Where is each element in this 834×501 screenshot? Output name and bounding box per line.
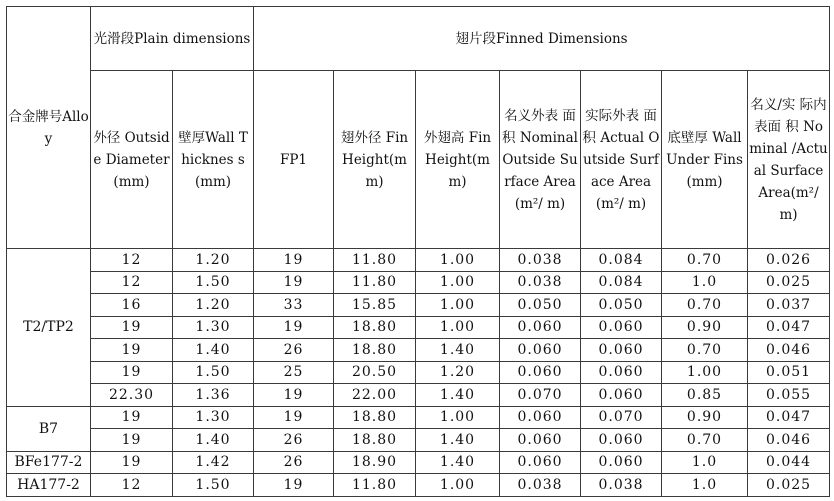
cell-wall-thickness: 1.40 <box>173 429 254 452</box>
table-row <box>7 474 830 497</box>
alloy-cell: BFe177-2 <box>7 451 91 474</box>
cell-wall-thickness: 1.20 <box>173 249 254 272</box>
cell-nominal-outside-area: 0.038 <box>500 249 581 272</box>
cell-actual-outside-area: 0.060 <box>581 384 662 407</box>
cell-inside-area: 0.055 <box>748 384 830 407</box>
cell-fin-outer-diameter: 18.90 <box>334 451 416 474</box>
cell-wall-under-fins: 0.70 <box>662 249 748 272</box>
cell-outside-diameter: 19 <box>91 451 173 474</box>
cell-wall-under-fins: 0.70 <box>662 294 748 317</box>
cell-nominal-outside-area: 0.060 <box>500 361 581 384</box>
cell-fin-outer-diameter: 18.80 <box>334 339 416 362</box>
cell-fp1: 33 <box>254 294 334 317</box>
cell-wall-thickness: 1.50 <box>173 361 254 384</box>
table-body <box>7 249 830 497</box>
cell-wall-under-fins: 1.00 <box>662 361 748 384</box>
cell-fin-outer-diameter: 18.80 <box>334 406 416 429</box>
cell-actual-outside-area: 0.038 <box>581 474 662 497</box>
tube-dimensions-table <box>6 6 830 497</box>
table-row <box>7 429 830 452</box>
cell-outside-diameter: 19 <box>91 406 173 429</box>
cell-fp1: 25 <box>254 361 334 384</box>
cell-fp1: 26 <box>254 451 334 474</box>
cell-outside-diameter: 12 <box>91 271 173 294</box>
cell-fp1: 26 <box>254 339 334 362</box>
cell-inside-area: 0.051 <box>748 361 830 384</box>
cell-fp1: 19 <box>254 316 334 339</box>
cell-fin-height: 1.40 <box>416 429 500 452</box>
cell-actual-outside-area: 0.060 <box>581 339 662 362</box>
alloy-cell: HA177-2 <box>7 474 91 497</box>
cell-outside-diameter: 12 <box>91 474 173 497</box>
cell-outside-diameter: 19 <box>91 316 173 339</box>
cell-nominal-outside-area: 0.050 <box>500 294 581 317</box>
cell-fin-height: 1.20 <box>416 361 500 384</box>
cell-inside-area: 0.044 <box>748 451 830 474</box>
table-row <box>7 249 830 272</box>
cell-fin-height: 1.40 <box>416 451 500 474</box>
cell-fp1: 19 <box>254 384 334 407</box>
header-wall-thickness: 壁厚Wall Thicknes s(mm) <box>173 71 254 249</box>
cell-actual-outside-area: 0.070 <box>581 406 662 429</box>
cell-wall-under-fins: 0.70 <box>662 429 748 452</box>
cell-actual-outside-area: 0.060 <box>581 316 662 339</box>
cell-fin-height: 1.00 <box>416 406 500 429</box>
cell-wall-under-fins: 0.85 <box>662 384 748 407</box>
alloy-cell: B7 <box>7 406 91 451</box>
cell-fp1: 19 <box>254 474 334 497</box>
cell-wall-thickness: 1.50 <box>173 271 254 294</box>
cell-wall-thickness: 1.30 <box>173 406 254 429</box>
cell-inside-area: 0.047 <box>748 406 830 429</box>
alloy-cell: T2/TP2 <box>7 249 91 407</box>
cell-outside-diameter: 19 <box>91 361 173 384</box>
cell-wall-thickness: 1.30 <box>173 316 254 339</box>
cell-fin-height: 1.00 <box>416 271 500 294</box>
cell-fin-outer-diameter: 22.00 <box>334 384 416 407</box>
cell-fin-outer-diameter: 18.80 <box>334 429 416 452</box>
cell-actual-outside-area: 0.060 <box>581 429 662 452</box>
table-row <box>7 406 830 429</box>
table-row <box>7 294 830 317</box>
cell-nominal-outside-area: 0.060 <box>500 406 581 429</box>
cell-fin-outer-diameter: 15.85 <box>334 294 416 317</box>
cell-fin-height: 1.40 <box>416 339 500 362</box>
cell-fp1: 26 <box>254 429 334 452</box>
header-finned-dimensions: 翅片段Finned Dimensions <box>254 7 830 71</box>
table-row <box>7 361 830 384</box>
cell-nominal-outside-area: 0.060 <box>500 429 581 452</box>
table-header <box>7 7 830 249</box>
header-inside-area: 名义/实 际内表面 积 Nominal /Actual Surface Area(m²/ m) <box>748 71 830 249</box>
cell-fin-outer-diameter: 11.80 <box>334 271 416 294</box>
cell-outside-diameter: 19 <box>91 429 173 452</box>
cell-fin-outer-diameter: 11.80 <box>334 474 416 497</box>
cell-inside-area: 0.046 <box>748 429 830 452</box>
cell-wall-thickness: 1.36 <box>173 384 254 407</box>
cell-fp1: 19 <box>254 406 334 429</box>
cell-inside-area: 0.037 <box>748 294 830 317</box>
cell-wall-thickness: 1.50 <box>173 474 254 497</box>
cell-actual-outside-area: 0.084 <box>581 271 662 294</box>
header-plain-dimensions: 光滑段Plain dimensions <box>91 7 254 71</box>
header-actual-outside-area: 实际外表 面积 Actual Outside Surface Area(m²/ m) <box>581 71 662 249</box>
cell-outside-diameter: 22.30 <box>91 384 173 407</box>
header-outside-diameter: 外径 Outside Diameter (mm) <box>91 71 173 249</box>
cell-fin-height: 1.00 <box>416 474 500 497</box>
cell-fin-height: 1.00 <box>416 249 500 272</box>
cell-actual-outside-area: 0.060 <box>581 361 662 384</box>
header-fin-height: 外翅高 Fin Height(m m) <box>416 71 500 249</box>
cell-inside-area: 0.025 <box>748 271 830 294</box>
cell-wall-under-fins: 1.0 <box>662 474 748 497</box>
cell-inside-area: 0.025 <box>748 474 830 497</box>
cell-fin-outer-diameter: 11.80 <box>334 249 416 272</box>
cell-nominal-outside-area: 0.038 <box>500 271 581 294</box>
cell-wall-under-fins: 1.0 <box>662 451 748 474</box>
cell-fp1: 19 <box>254 249 334 272</box>
cell-inside-area: 0.026 <box>748 249 830 272</box>
table-row <box>7 339 830 362</box>
cell-actual-outside-area: 0.060 <box>581 451 662 474</box>
cell-fin-height: 1.40 <box>416 384 500 407</box>
header-fp1: FP1 <box>254 71 334 249</box>
table-row <box>7 271 830 294</box>
cell-fp1: 19 <box>254 271 334 294</box>
cell-fin-outer-diameter: 18.80 <box>334 316 416 339</box>
cell-actual-outside-area: 0.084 <box>581 249 662 272</box>
table-row <box>7 451 830 474</box>
cell-fin-height: 1.00 <box>416 294 500 317</box>
header-alloy: 合金牌号Alloy <box>7 7 91 249</box>
cell-wall-under-fins: 0.90 <box>662 316 748 339</box>
cell-wall-under-fins: 0.90 <box>662 406 748 429</box>
cell-nominal-outside-area: 0.070 <box>500 384 581 407</box>
table-row <box>7 384 830 407</box>
cell-fin-outer-diameter: 20.50 <box>334 361 416 384</box>
header-nominal-outside-area: 名义外表 面积 Nominal Outside Surface Area(m²/ m) <box>500 71 581 249</box>
cell-nominal-outside-area: 0.060 <box>500 451 581 474</box>
cell-nominal-outside-area: 0.060 <box>500 316 581 339</box>
table-row <box>7 316 830 339</box>
cell-wall-under-fins: 1.0 <box>662 271 748 294</box>
cell-wall-thickness: 1.20 <box>173 294 254 317</box>
cell-outside-diameter: 19 <box>91 339 173 362</box>
cell-outside-diameter: 16 <box>91 294 173 317</box>
header-wall-under-fins: 底壁厚 Wall Under Fins(mm) <box>662 71 748 249</box>
cell-fin-height: 1.00 <box>416 316 500 339</box>
cell-nominal-outside-area: 0.060 <box>500 339 581 362</box>
header-fin-outer-diameter: 翅外径 Fin Height(m m) <box>334 71 416 249</box>
cell-wall-thickness: 1.40 <box>173 339 254 362</box>
cell-inside-area: 0.046 <box>748 339 830 362</box>
cell-wall-thickness: 1.42 <box>173 451 254 474</box>
cell-inside-area: 0.047 <box>748 316 830 339</box>
cell-actual-outside-area: 0.050 <box>581 294 662 317</box>
cell-wall-under-fins: 0.70 <box>662 339 748 362</box>
cell-nominal-outside-area: 0.038 <box>500 474 581 497</box>
cell-outside-diameter: 12 <box>91 249 173 272</box>
